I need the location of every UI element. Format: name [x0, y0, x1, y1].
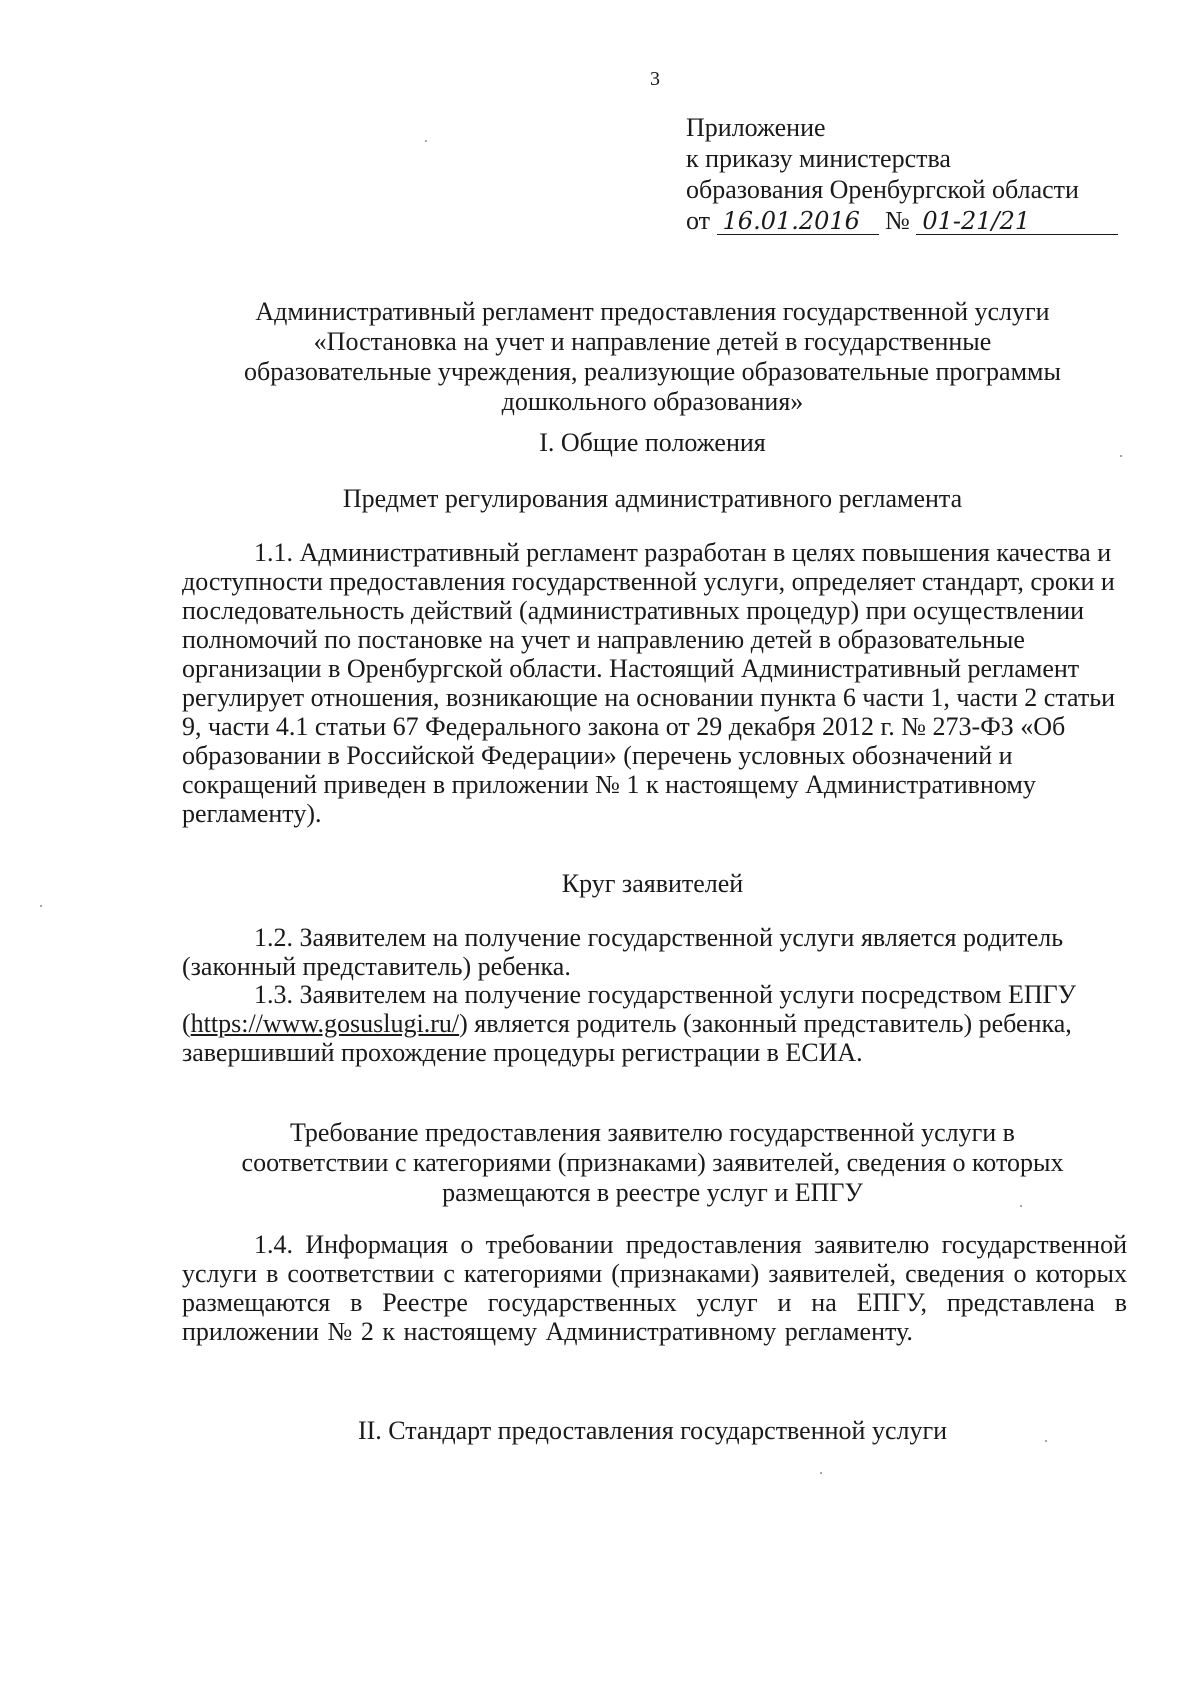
appendix-date-line — [686, 205, 1118, 236]
title-line-4: дошкольного образования» — [501, 387, 804, 416]
scan-speck — [425, 140, 427, 142]
title-line-3: образовательные учреждения, реализующие образовательные программы — [244, 357, 1061, 386]
paragraph-1-2-text: 1.2. Заявителем на получение государственной услуги является родитель (законный представитель) ребенка. — [182, 923, 1064, 981]
paragraph-1-4 — [182, 1230, 1127, 1346]
subject-subheading: Предмет регулирования административного регламента — [342, 484, 963, 513]
paragraph-1-3-end: ) является родитель (законный представитель) ребенка, завершивший прохождение процедуры регистрации в ЕСИА. — [182, 1009, 1072, 1067]
paragraph-1-3 — [182, 980, 1127, 1067]
document-title — [180, 297, 1125, 417]
date-prefix: от — [686, 206, 711, 235]
handwritten-order-number: 01-21/21 — [916, 208, 1118, 235]
scan-speck — [820, 1472, 822, 1474]
page-number: 3 — [650, 68, 660, 90]
appendix-block — [686, 112, 1118, 236]
scan-speck — [1120, 455, 1122, 457]
requirement-line-1: Требование предоставления заявителю государственной услуги в — [290, 1118, 1015, 1147]
scan-speck — [1020, 1205, 1022, 1207]
title-line-1: Административный регламент предоставления государственной услуги — [255, 297, 1050, 326]
requirement-line-2: соответствии с категориями (признаками) заявителей, сведения о которых — [241, 1148, 1064, 1177]
appendix-line-1: Приложение — [686, 113, 826, 142]
section-2-heading: II. Стандарт предоставления государственной услуги — [357, 1416, 948, 1445]
appendix-line-2: к приказу министерства — [686, 144, 951, 173]
paragraph-1-4-text: 1.4. Информация о требовании предоставления заявителю государственной услуги в соответствии с категориями (признаками) заявителей, сведения о которых размещаются в Реестре государственных услуг и на ЕПГУ, представлена в приложении № 2 к настоящему Административному регламенту. — [182, 1230, 1127, 1346]
handwritten-date: 16.01.2016 — [717, 208, 879, 235]
number-prefix: № — [885, 206, 910, 235]
scan-speck — [1045, 1440, 1047, 1442]
paragraph-1-2 — [182, 923, 1127, 981]
gosuslugi-link[interactable]: https://www.gosuslugi.ru/ — [190, 1009, 460, 1038]
applicants-subheading: Круг заявителей — [561, 869, 744, 898]
scan-speck — [40, 905, 42, 907]
paragraph-1-3-start: 1.3. Заявителем на получение государственной услуги посредством ЕПГУ ( — [182, 980, 1077, 1038]
requirement-subheading — [180, 1118, 1125, 1208]
paragraph-1-1 — [182, 538, 1127, 828]
appendix-line-3: образования Оренбургской области — [686, 175, 1079, 204]
paragraph-1-3-body — [182, 980, 1127, 1067]
paragraph-1-1-text: 1.1. Административный регламент разработан в целях повышения качества и доступности предоставления государственной услуги, определяет стандарт, сроки и последовательность действий (административных процедур) при осуществлении полномочий по постановке на учет и направлению детей в образовательные организации в Оренбургской области. Настоящий Административный регламент регулирует отношения, возникающие на основании пункта 6 части 1, части 2 статьи 9, части 4.1 статьи 67 Федерального закона от 29 декабря 2012 г. № 273-ФЗ «Об образовании в Российской Федерации» (перечень условных обозначений и сокращений приведен в приложении № 1 к настоящему Административному регламенту). — [182, 538, 1116, 828]
title-line-2: «Постановка на учет и направление детей в государственные — [313, 327, 992, 356]
section-1-heading: I. Общие положения — [539, 428, 766, 457]
requirement-line-3: размещаются в реестре услуг и ЕПГУ — [442, 1178, 863, 1207]
